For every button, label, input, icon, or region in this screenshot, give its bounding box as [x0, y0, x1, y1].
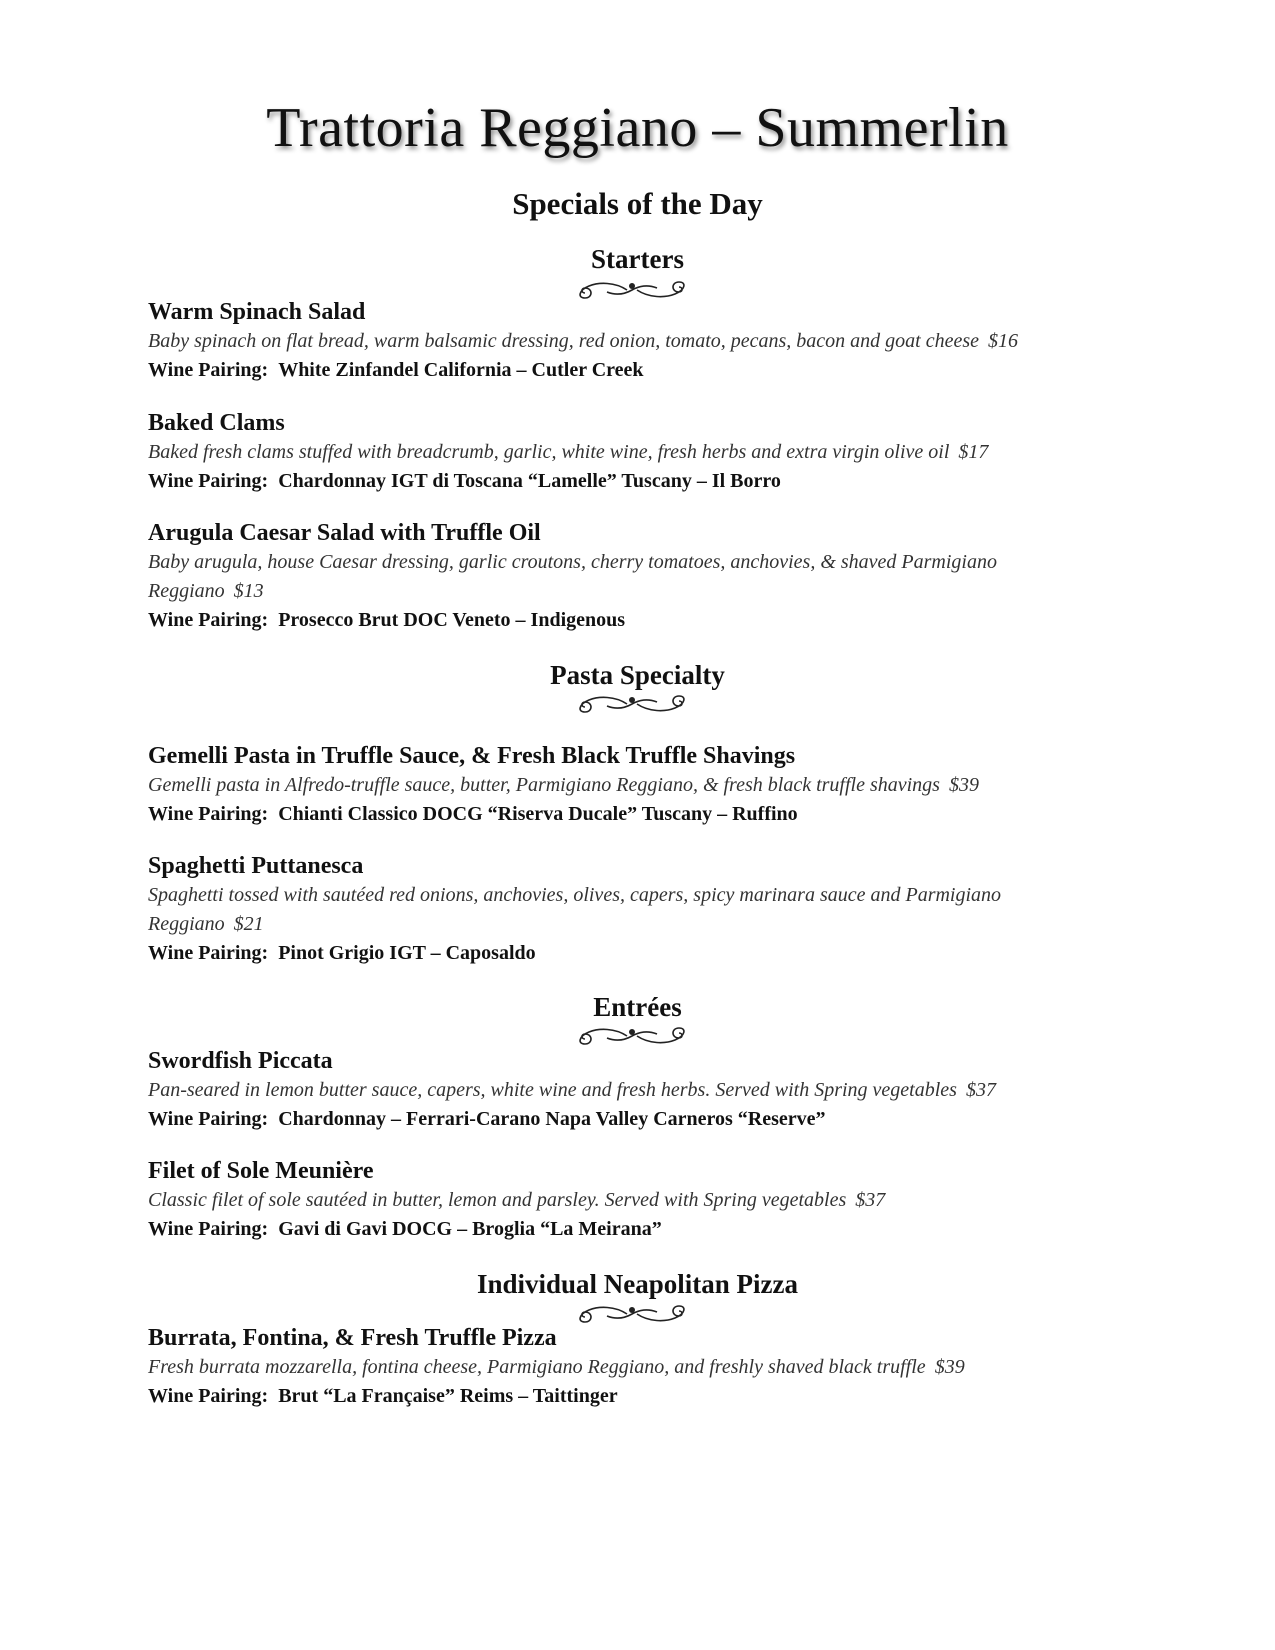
- description-text: Fresh burrata mozzarella, fontina cheese, Parmigiano Reggiano, and freshly shaved black truffle: [148, 1356, 926, 1378]
- wine-pairing-label: Wine Pairing:: [148, 1108, 269, 1130]
- item-price: $16: [988, 330, 1019, 352]
- item-price: $21: [233, 913, 264, 935]
- wine-pairing-value: Prosecco Brut DOC Veneto – Indigenous: [278, 609, 626, 631]
- menu-item: [148, 741, 1148, 828]
- section-heading-pasta: Pasta Specialty: [550, 660, 725, 690]
- section-heading-starters: Starters: [591, 244, 684, 274]
- menu-item: [148, 851, 1088, 967]
- item-name: Spaghetti Puttanesca: [148, 853, 364, 879]
- menu-item: [148, 518, 1078, 634]
- wine-pairing-label: Wine Pairing:: [148, 1218, 269, 1240]
- item-description: [148, 881, 1088, 939]
- wine-pairing-value: Chardonnay – Ferrari-Carano Napa Valley Carneros “Reserve”: [278, 1108, 826, 1130]
- wine-pairing-label: Wine Pairing:: [148, 803, 269, 825]
- item-description: [148, 771, 1148, 800]
- description-text: Baby spinach on flat bread, warm balsamic dressing, red onion, tomato, pecans, bacon and goat cheese: [148, 330, 980, 352]
- description-text: Classic filet of sole sautéed in butter, lemon and parsley. Served with Spring vegetables: [148, 1189, 847, 1211]
- section-heading-pizza: Individual Neapolitan Pizza: [476, 1269, 799, 1299]
- wine-pairing: [148, 1105, 1148, 1133]
- menu-item: [148, 408, 1148, 495]
- item-price: $37: [965, 1079, 996, 1101]
- item-price: $39: [934, 1356, 965, 1378]
- wine-pairing-label: Wine Pairing:: [148, 1385, 269, 1407]
- item-price: $13: [233, 580, 264, 602]
- description-text: Spaghetti tossed with sautéed red onions, anchovies, olives, capers, spicy marinara sauce and Parmigiano Reggiano: [148, 884, 1002, 935]
- wine-pairing-label: Wine Pairing:: [148, 359, 269, 381]
- item-price: $39: [948, 774, 979, 796]
- item-description: [148, 1076, 1148, 1105]
- item-name: Baked Clams: [148, 410, 285, 436]
- item-price: $17: [958, 441, 989, 463]
- wine-pairing-value: Chardonnay IGT di Toscana “Lamelle” Tuscany – Il Borro: [278, 470, 781, 492]
- wine-pairing-value: White Zinfandel California – Cutler Creek: [278, 359, 644, 381]
- item-description: [148, 327, 1148, 356]
- wine-pairing-value: Pinot Grigio IGT – Caposaldo: [278, 942, 536, 964]
- wine-pairing-label: Wine Pairing:: [148, 470, 269, 492]
- description-text: Baby arugula, house Caesar dressing, garlic croutons, cherry tomatoes, anchovies, & shaved Parmigiano Reggiano: [148, 551, 997, 602]
- item-description: [148, 548, 1078, 606]
- item-name: Gemelli Pasta in Truffle Sauce, & Fresh Black Truffle Shavings: [148, 743, 796, 769]
- item-name: Warm Spinach Salad: [148, 299, 366, 325]
- section-heading-entrees: Entrées: [593, 992, 682, 1022]
- item-name: Arugula Caesar Salad with Truffle Oil: [148, 520, 541, 546]
- wine-pairing: [148, 1382, 1148, 1410]
- wine-pairing-value: Brut “La Française” Reims – Taittinger: [278, 1385, 618, 1407]
- menu-item: [148, 297, 1148, 384]
- description-text: Baked fresh clams stuffed with breadcrumb, garlic, white wine, fresh herbs and extra virgin olive oil: [148, 441, 950, 463]
- wine-pairing: [148, 1215, 1148, 1243]
- wine-pairing: [148, 800, 1148, 828]
- menu-item: [148, 1046, 1148, 1133]
- page-subtitle: Specials of the Day: [512, 186, 763, 221]
- item-name: Swordfish Piccata: [148, 1048, 333, 1074]
- item-price: $37: [855, 1189, 886, 1211]
- wine-pairing-value: Chianti Classico DOCG “Riserva Ducale” Tuscany – Ruffino: [278, 803, 798, 825]
- item-description: [148, 438, 1148, 467]
- menu-item: [148, 1323, 1148, 1410]
- flourish-icon: [567, 690, 697, 718]
- wine-pairing: [148, 356, 1148, 384]
- wine-pairing-label: Wine Pairing:: [148, 942, 269, 964]
- restaurant-title: Trattoria Reggiano – Summerlin: [266, 97, 1009, 159]
- item-name: Burrata, Fontina, & Fresh Truffle Pizza: [148, 1325, 557, 1351]
- wine-pairing: [148, 939, 1088, 967]
- menu-item: [148, 1156, 1148, 1243]
- item-name: Filet of Sole Meunière: [148, 1158, 374, 1184]
- wine-pairing: [148, 467, 1148, 495]
- item-description: [148, 1353, 1148, 1382]
- description-text: Pan-seared in lemon butter sauce, capers, white wine and fresh herbs. Served with Spring vegetables: [148, 1079, 957, 1101]
- wine-pairing: [148, 606, 1078, 634]
- wine-pairing-label: Wine Pairing:: [148, 609, 269, 631]
- item-description: [148, 1186, 1148, 1215]
- wine-pairing-value: Gavi di Gavi DOCG – Broglia “La Meirana”: [278, 1218, 662, 1240]
- description-text: Gemelli pasta in Alfredo-truffle sauce, butter, Parmigiano Reggiano, & fresh black truffle shavings: [148, 774, 940, 796]
